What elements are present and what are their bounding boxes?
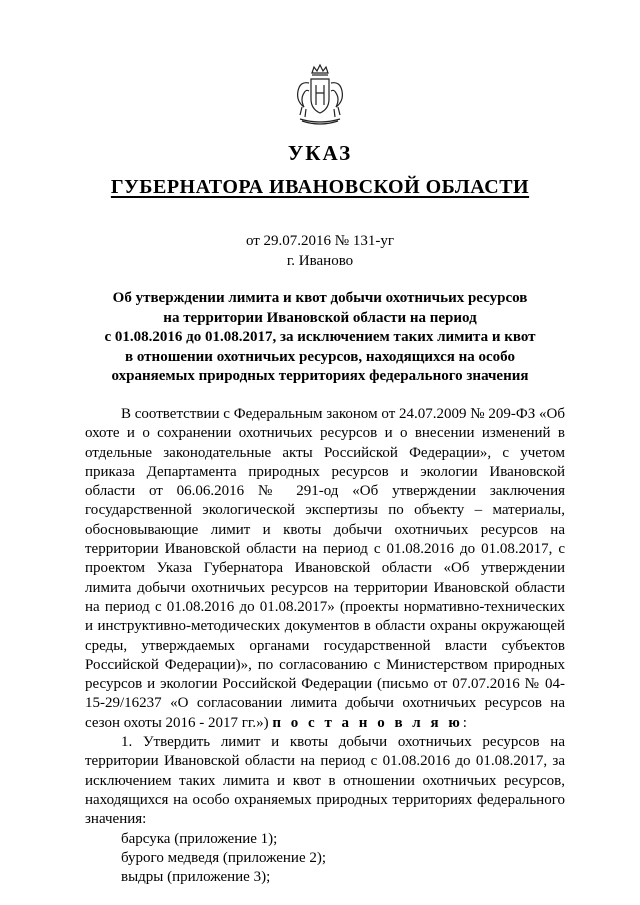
issuer-heading (0, 176, 640, 199)
title-line: охраняемых природных территориях федерального значения (111, 368, 529, 384)
document-place: г. Иваново (286, 253, 354, 269)
document-type-heading: УКАЗ (287, 141, 353, 165)
item-1-paragraph: 1. Утвердить лимит и квоты добычи охотничьих ресурсов на территории Ивановской области на период с 01.08.2016 до 01.08.2017, за исключением таких лимита и квот в отношении охотничьих ресурсов, находящихся на особо охраняемых природных территориях федерального значения: (85, 734, 565, 828)
coat-of-arms-icon (292, 63, 348, 127)
title-line: Об утверждении лимита и квот добычи охотничьих ресурсов (112, 290, 528, 306)
list-item: выдры (приложение 3); (121, 869, 271, 886)
list-item: барсука (приложение 1); (121, 830, 278, 847)
resolve-colon: : (462, 714, 467, 731)
list-item: бурого медведя (приложение 2); (121, 849, 327, 866)
document-title (100, 289, 540, 387)
document-date-number: от 29.07.2016 № 131-уг (245, 233, 395, 249)
document-body (85, 405, 565, 887)
title-line: с 01.08.2016 до 01.08.2017, за исключением таких лимита и квот (104, 329, 536, 345)
title-line: на территории Ивановской области на период (163, 309, 477, 326)
title-line: в отношении охотничьих ресурсов, находящихся на особо (125, 348, 515, 365)
preamble-text: В соответствии с Федеральным законом от 24.07.2009 № 209-ФЗ «Об охоте и о сохранении охотничьих ресурсов и о внесении изменений в отдельные законодательные акты Российской Федерации», с учетом приказа Департамента природных ресурсов и экологии Ивановской области от 06.06.2016 № 291-од «Об утверждении заключения государственной экологической экспертизы по объекту – материалы, обосновывающие лимит и квоты добычи охотничьих ресурсов на территории Ивановской области на период с 01.08.2016 до 01.08.2017, с проектом Указа Губернатора Ивановской области «Об утверждении лимита добычи охотничьих ресурсов на территории Ивановской области на период с 01.08.2016 до 01.08.2017» (проекты нормативно-технических и инструктивно-методических документов в области охраны окружающей среды, утверждаемых органами государственной власти субъектов Российской Федерации)», по согласованию с Министерством природных ресурсов и экологии Российской Федерации (письмо от 07.07.2016 № 04-15-29/16237 «О согласовании лимита добычи охотничьих ресурсов на сезон охоты 2016 - 2017 гг.») (85, 406, 565, 731)
preamble-paragraph (85, 405, 565, 733)
issuer-text: ГУБЕРНАТОРА ИВАНОВСКОЙ ОБЛАСТИ (110, 176, 530, 198)
resolve-word: п о с т а н о в л я ю (272, 714, 463, 731)
